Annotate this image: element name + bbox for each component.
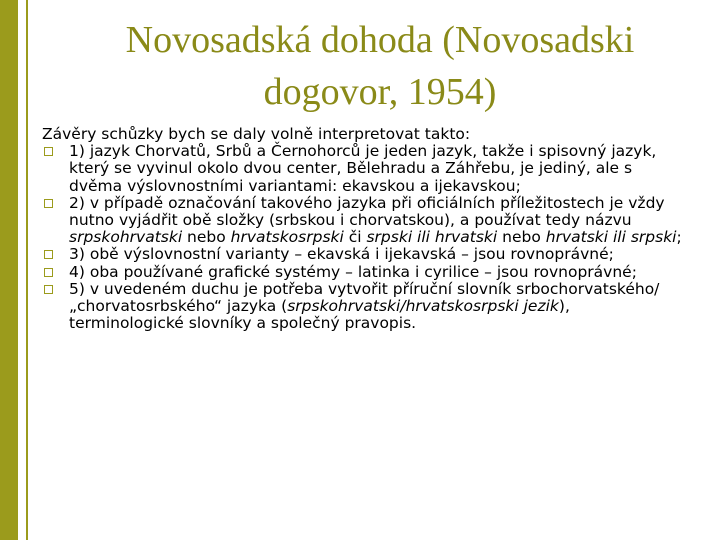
- decorative-side-bar: [0, 0, 18, 540]
- list-item: 2) v případě označování takového jazyka při oficiálních příležitostech je vždy nutno vyjádřit obě složky (srbskou i chorvatskou), a používat tedy názvu srpskohrvatski nebo hrvatskosrpski či srpski ili hrvatski nebo hrvatski ili srpski;: [42, 195, 682, 247]
- term-italic: srpskohrvatski: [69, 228, 183, 247]
- term-italic: hrvatskosrpski: [230, 228, 344, 247]
- intro-text: Závěry schůzky bych se daly volně interpretovat takto:: [42, 125, 471, 143]
- term-italic: hrvatski ili srpski: [545, 228, 677, 247]
- list-item: 1) jazyk Chorvatů, Srbů a Černohorců je jeden jazyk, takže i spisovný jazyk, který se vyvinul okolo dvou center, Bělehradu a Záhřebu, je jediný, ale s dvěma výslovnostními variantami: ekavskou a ijekavskou;: [42, 143, 682, 195]
- slide-title: Novosadská dohoda (Novosadski dogovor, 1954): [125, 19, 635, 113]
- square-bullet-icon: [44, 199, 53, 208]
- square-bullet-icon: [44, 250, 53, 259]
- term-italic: srpski ili hrvatski: [366, 228, 498, 247]
- list-item: 5) v uvedeném duchu je potřeba vytvořit příruční slovník srbochorvatského/„chorvatosrbského“ jazyka (srpskohrvatski/hrvatskosrpski jezik), terminologické slovníky a společný pravopis.: [42, 281, 682, 333]
- decorative-side-line: [26, 0, 28, 540]
- square-bullet-icon: [44, 268, 53, 277]
- list-item: 4) oba používané grafické systémy – latinka i cyrilice – jsou rovnoprávné;: [42, 264, 682, 281]
- list-item: 3) obě výslovnostní varianty – ekavská i ijekavská – jsou rovnoprávné;: [42, 246, 682, 263]
- square-bullet-icon: [44, 285, 53, 294]
- bullet-list: [42, 143, 682, 332]
- slide-body: [42, 126, 682, 332]
- square-bullet-icon: [44, 147, 53, 156]
- term-italic: srpskohrvatski/hrvatskosrpski jezik: [287, 297, 559, 316]
